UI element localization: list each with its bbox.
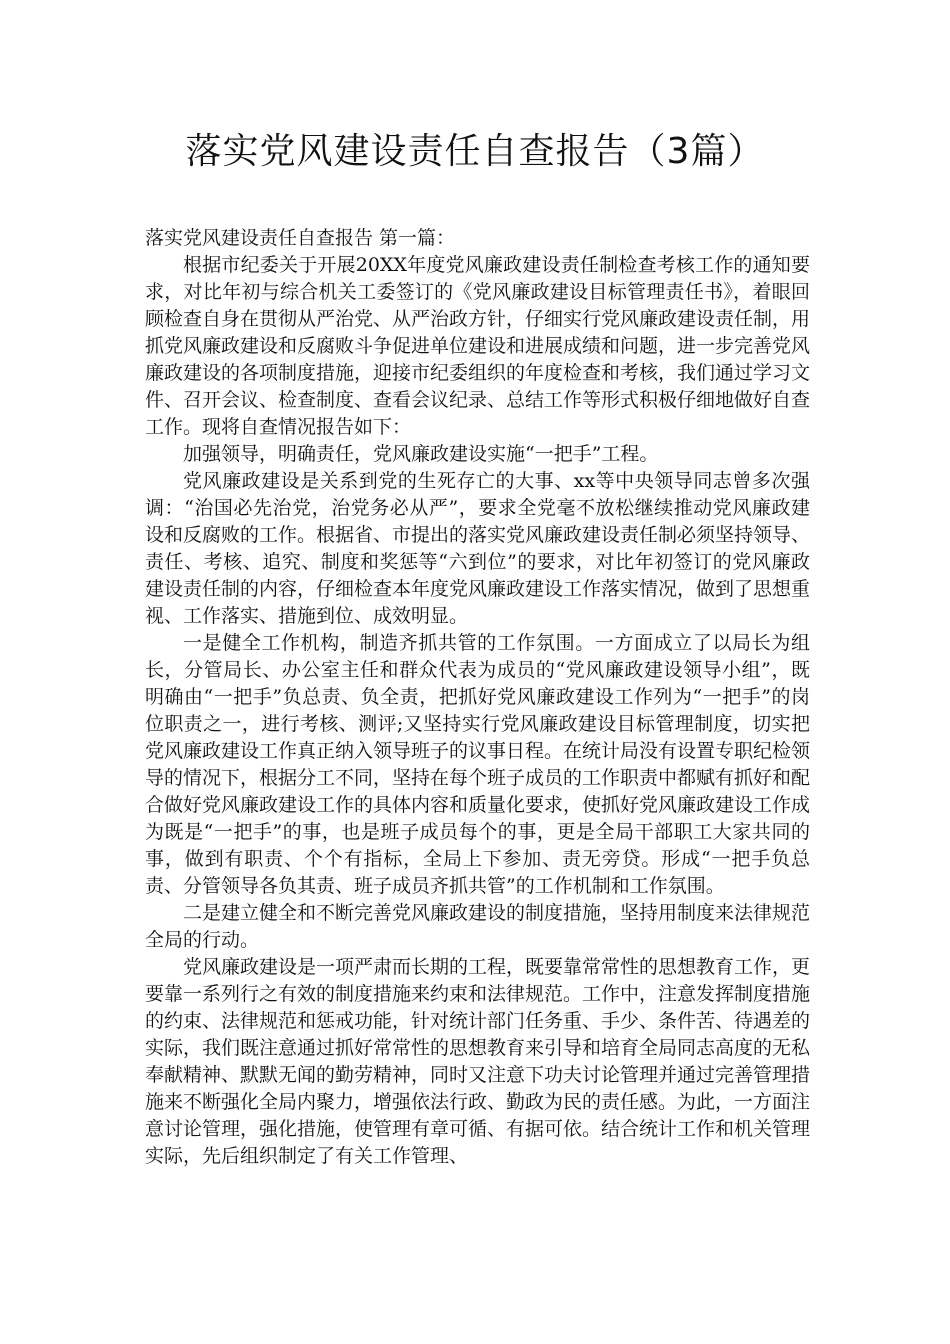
paragraph-system-measures: 党风廉政建设是一项严肃而长期的工程，既要靠常常性的思想教育工作，更要靠一系列行之有效的制度措施来约束和法律规范。工作中，注意发挥制度措施的约束、法律规范和惩戒功能，针对统计部门任务重、手少、条件苦、待遇差的实际，我们既注意通过抓好常常性的思想教育来引导和培育全局同志高度的无私奉献精神、默默无闻的勤劳精神，同时又注意下功夫讨论管理并通过完善管理措施来不断强化全局内聚力，增强依法行政、勤政为民的责任感。为此，一方面注意讨论管理，强化措施，使管理有章可循、有据可依。结合统计工作和机关管理实际，先后组织制定了有关工作管理、 [145, 956, 811, 1167]
paragraph-heading-leadership: 加强领导，明确责任，党风廉政建设实施“一把手”工程。 [183, 443, 659, 465]
paragraph-party-conduct: 党风廉政建设是关系到党的生死存亡的大事、xx等中央领导同志曾多次强调：“治国必先治党，治党务必从严”，要求全党毫不放松继续推动党风廉政建设和反腐败的工作。根据省、市提出的落实党风廉政建设责任制必须坚持领导、责任、考核、追究、制度和奖惩等“六到位”的要求，对比年初签订的党风廉政建设责任制的内容，仔细检查本年度党风廉政建设工作落实情况，做到了思想重视、工作落实、措施到位、成效明显。 [145, 470, 811, 627]
section-heading-part-one: 落实党风建设责任自查报告 第一篇： [145, 227, 456, 249]
paragraph-point-one: 一是健全工作机构，制造齐抓共管的工作氛围。一方面成立了以局长为组长，分管局长、办公室主任和群众代表为成员的“党风廉政建设领导小组”，既明确由“一把手”负总责、负全责，把抓好党风廉政建设工作列为“一把手”的岗位职责之一，进行考核、测评;又坚持实行党风廉政建设目标管理制度，切实把党风廉政建设工作真正纳入领导班子的议事日程。在统计局没有设置专职纪检领导的情况下，根据分工不同，坚持在每个班子成员的工作职责中都赋有抓好和配合做好党风廉政建设工作的具体内容和质量化要求，使抓好党风廉政建设工作成为既是“一把手”的事，也是班子成员每个的事，更是全局干部职工大家共同的事，做到有职责、个个有指标，全局上下参加、责无旁贷。形成“一把手负总责、分管领导各负其责、班子成员齐抓共管”的工作机制和工作氛围。 [145, 632, 811, 897]
paragraph-intro: 根据市纪委关于开展20XX年度党风廉政建设责任制检查考核工作的通知要求，对比年初与综合机关工委签订的《党风廉政建设目标管理责任书》，着眼回顾检查自身在贯彻从严治党、从严治政方针，仔细实行党风廉政建设责任制，用抓党风廉政建设和反腐败斗争促进单位建设和进展成绩和问题，进一步完善党风廉政建设的各项制度措施，迎接市纪委组织的年度检查和考核，我们通过学习文件、召开会议、检查制度、查看会议纪录、总结工作等形式积极仔细地做好自查工作。现将自查情况报告如下： [145, 254, 811, 438]
paragraph-point-two: 二是建立健全和不断完善党风廉政建设的制度措施，坚持用制度来法律规范全局的行动。 [145, 902, 811, 951]
document-body [145, 225, 810, 1170]
document-title: 落实党风建设责任自查报告（3篇） [185, 131, 765, 172]
